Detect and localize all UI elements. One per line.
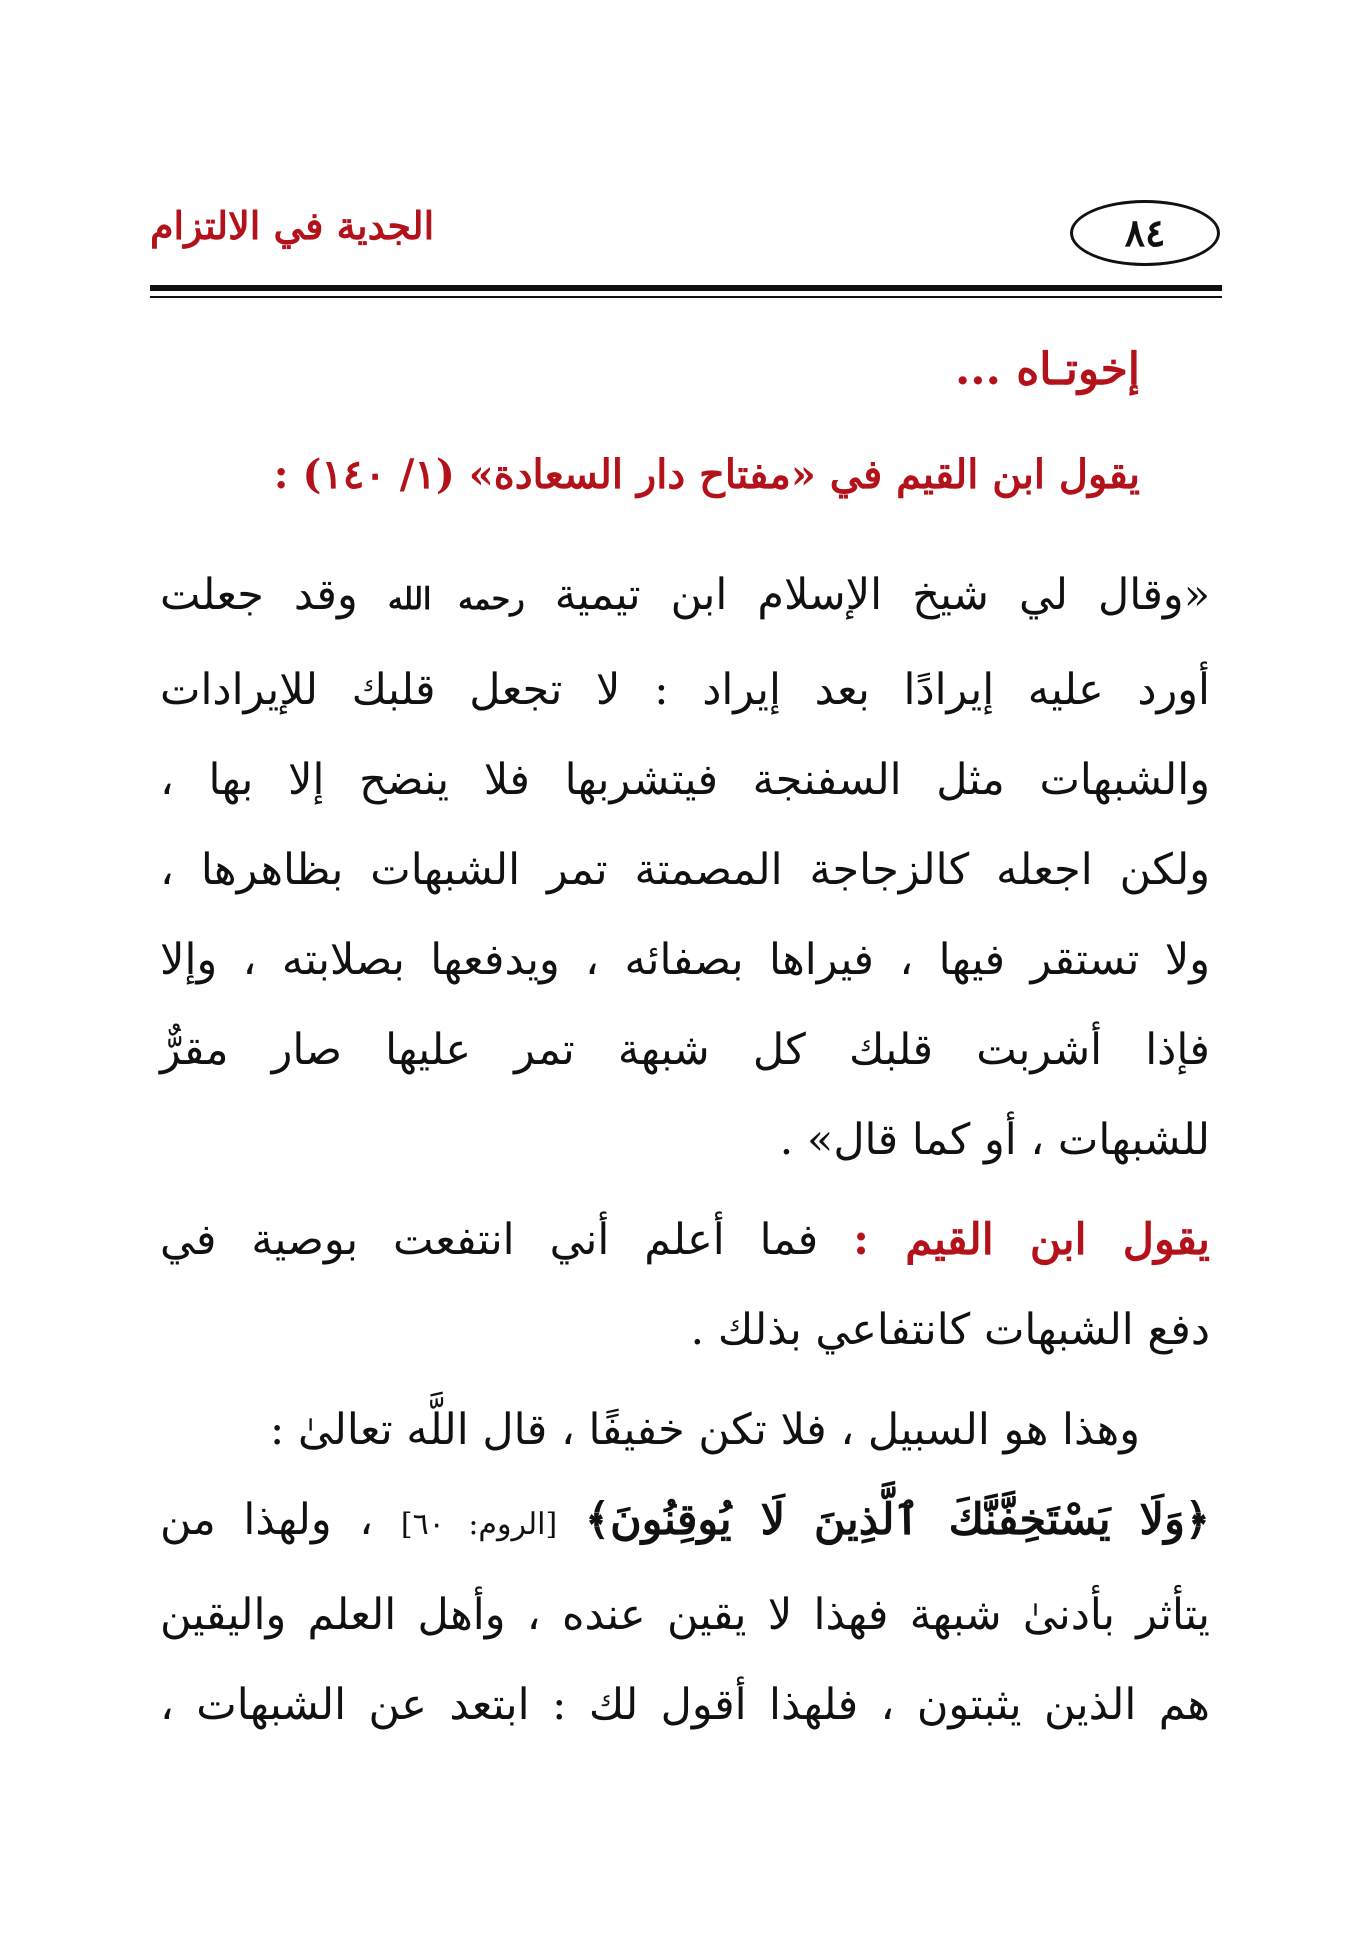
quote-line-7: للشبهات ، أو كما قال» . bbox=[779, 1115, 1210, 1165]
ibn-qayyim-line-1-text: فما أعلم أني انتفعت بوصية في bbox=[160, 1215, 819, 1265]
ibn-qayyim-label: يقول ابن القيم : bbox=[853, 1215, 1210, 1265]
quote-line-3: والشبهات مثل السفنجة فيتشربها فلا ينضح إلا بها ، bbox=[160, 755, 1210, 805]
running-header-title: الجدية في الالتزام bbox=[150, 203, 435, 248]
closing-line-2 bbox=[160, 1475, 1210, 1570]
closing-paragraph bbox=[160, 1385, 1210, 1750]
honorific-ligature: رحمه الله bbox=[387, 582, 525, 617]
closing-line-1: وهذا هو السبيل ، فلا تكن خفيفًا ، قال اللَّه تعالىٰ : bbox=[269, 1405, 1140, 1455]
quran-verse: ﴿وَلَا يَسْتَخِفَّنَّكَ ٱلَّذِينَ لَا يُوقِنُونَ﴾ bbox=[584, 1495, 1211, 1545]
quote-line-1 bbox=[160, 550, 1210, 645]
closing-line-3: يتأثر بأدنىٰ شبهة فهذا لا يقين عنده ، وأهل العلم واليقين bbox=[160, 1590, 1210, 1640]
quote-paragraph bbox=[160, 550, 1210, 1185]
quote-line-1-end: وقد جعلت bbox=[160, 570, 358, 620]
quote-line-5: ولا تستقر فيها ، فيراها بصفائه ، ويدفعها بصلابته ، وإلا bbox=[160, 935, 1210, 985]
closing-line-4: هم الذين يثبتون ، فلهذا أقول لك : ابتعد عن الشبهات ، bbox=[160, 1680, 1210, 1730]
closing-line-2-end: ، ولهذا من bbox=[160, 1495, 374, 1545]
quote-line-4: ولكن اجعله كالزجاجة المصمتة تمر الشبهات بظاهرها ، bbox=[160, 845, 1210, 895]
ibn-qayyim-paragraph bbox=[160, 1195, 1210, 1375]
ibn-qayyim-line-2: دفع الشبهات كانتفاعي بذلك . bbox=[690, 1305, 1210, 1355]
section-heading: إخوتـاه ... bbox=[954, 344, 1140, 395]
page-number: ٨٤ bbox=[1124, 210, 1166, 255]
quote-line-1-start: «وقال لي شيخ الإسلام ابن تيمية bbox=[554, 570, 1211, 620]
header-rule-thin bbox=[150, 296, 1222, 298]
page-number-badge bbox=[1070, 200, 1220, 266]
verse-reference: [الروم: ٦٠] bbox=[400, 1507, 558, 1542]
quote-line-6: فإذا أشربت قلبك كل شبهة تمر عليها صار مقرٌّ bbox=[160, 1025, 1210, 1075]
quote-line-2: أورد عليه إيرادًا بعد إيراد : لا تجعل قلبك للإيرادات bbox=[160, 665, 1210, 715]
ibn-qayyim-line-1 bbox=[160, 1195, 1210, 1285]
header-rule-thick bbox=[150, 285, 1222, 291]
quote-source-heading: يقول ابن القيم في «مفتاح دار السعادة» (١/ ١٤٠) : bbox=[273, 451, 1140, 498]
